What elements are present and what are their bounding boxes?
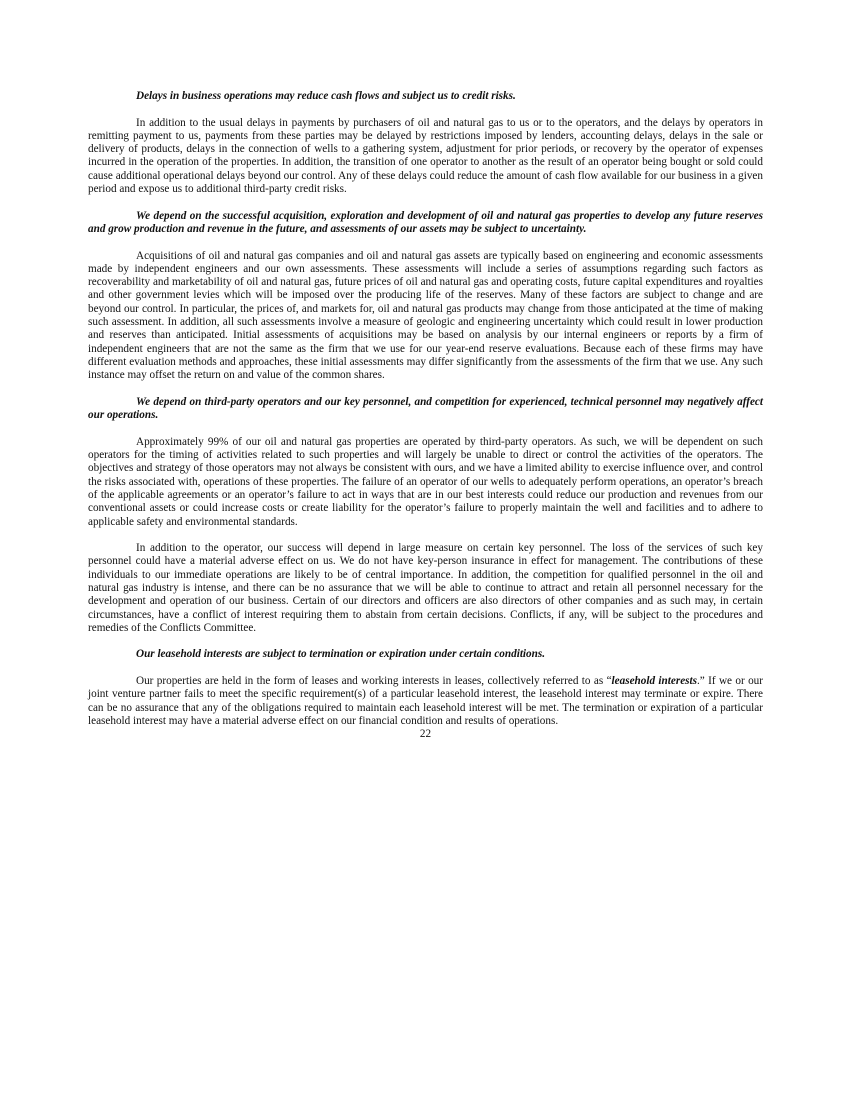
paragraph-key-personnel: In addition to the operator, our success will depend in large measure on certain key personnel. The loss of the services of such key personnel could have a material adverse effect on us. We do not have key-person insurance in effect for management. The contributions of these individuals to our immediate operations are likely to be of central importance. In addition, the competition for qualified personnel in the oil and natural gas industry is intense, and there can be no assurance that we will be able to continue to attract and retain all personnel necessary for the development and operation of our business. Certain of our directors and officers are also directors of other companies and as such may, in certain circumstances, have a conflict of interest requiring them to abstain from certain decisions. Conflicts, if any, will be subject to the procedures and remedies of the Conflicts Committee. [88, 542, 763, 634]
section-heading-delays: Delays in business operations may reduce cash flows and subject us to credit risks. [136, 90, 516, 102]
paragraph-leasehold [88, 675, 763, 728]
section-heading-operators: We depend on third-party operators and our key personnel, and competition for experienced, technical personnel may negatively affect our operations. [88, 395, 763, 422]
paragraph-leasehold-after: .” If we or our joint venture partner fails to meet the specific requirement(s) of a particular leasehold interest, the leasehold interest may terminate or expire. There can be no assurance that any of the obligations required to maintain each leasehold interest will be met. The termination or expiration of a particular leasehold interest may have a material adverse effect on our financial condition and results of operations. [88, 675, 763, 727]
document-page [88, 90, 763, 742]
defined-term-leasehold-interests: leasehold interests [611, 675, 697, 688]
paragraph-acquisition: Acquisitions of oil and natural gas companies and oil and natural gas assets are typically based on engineering and economic assessments made by independent engineers and our own assessments. These assessments will include a series of assumptions regarding such factors as recoverability and marketability of oil and natural gas, future prices of oil and natural gas and operating costs, future capital expenditures and royalties and other government levies which will be imposed over the producing life of the reserves. Many of these factors are subject to change and are beyond our control. In particular, the prices of, and markets for, oil and natural gas products may change from those anticipated at the time of making such assessment. In addition, all such assessments involve a measure of geologic and engineering uncertainty which could result in lower production and reserves than anticipated. Initial assessments of acquisitions may be based on analysis by our internal engineers or reports by a firm of independent engineers that are not the same as the firm that we use for our year-end reserve evaluations. Because each of these firms may have different evaluation methods and approaches, these initial assessments may differ significantly from the assessments of the firm that we use. Any such instance may offset the return on and value of the common shares. [88, 249, 763, 382]
paragraph-leasehold-before: Our properties are held in the form of leases and working interests in leases, collectively referred to as “ [136, 675, 612, 688]
paragraph-delays: In addition to the usual delays in payments by purchasers of oil and natural gas to us or to the operators, and the delays by operators in remitting payment to us, payments from these parties may be delayed by restrictions imposed by lenders, accounting delays, delays in the sale or delivery of products, delays in the connection of wells to a gathering system, adjustment for prior periods, or recovery by the operator of expenses incurred in the operation of the properties. In addition, the transition of one operator to another as the result of an operator being bought or sold could cause additional operational delays beyond our control. Any of these delays could reduce the amount of cash flow available for our business in a given period and expose us to additional third-party credit risks. [88, 116, 763, 196]
page-number: 22 [419, 728, 432, 741]
paragraph-operators: Approximately 99% of our oil and natural gas properties are operated by third-party operators. As such, we will be dependent on such operators for the timing of activities related to such properties and will largely be unable to direct or control the activities of the operators. The objectives and strategy of those operators may not always be consistent with ours, and we have a limited ability to exercise influence over, and control the risks associated with, operations of these properties. The failure of an operator of our wells to adequately perform operations, an operator’s breach of the applicable agreements or an operator’s failure to act in ways that are in our best interests could reduce our production and revenues from our conventional assets or could increase costs or create liability for the operator’s failure to properly maintain the well and facilities and to adhere to applicable safety and environmental standards. [88, 435, 763, 528]
section-heading-acquisition: We depend on the successful acquisition, exploration and development of oil and natural gas properties to develop any future reserves and grow production and revenue in the future, and assessments of our assets may be subject to uncertainty. [88, 209, 763, 235]
section-heading-leasehold: Our leasehold interests are subject to termination or expiration under certain conditions. [136, 648, 546, 661]
